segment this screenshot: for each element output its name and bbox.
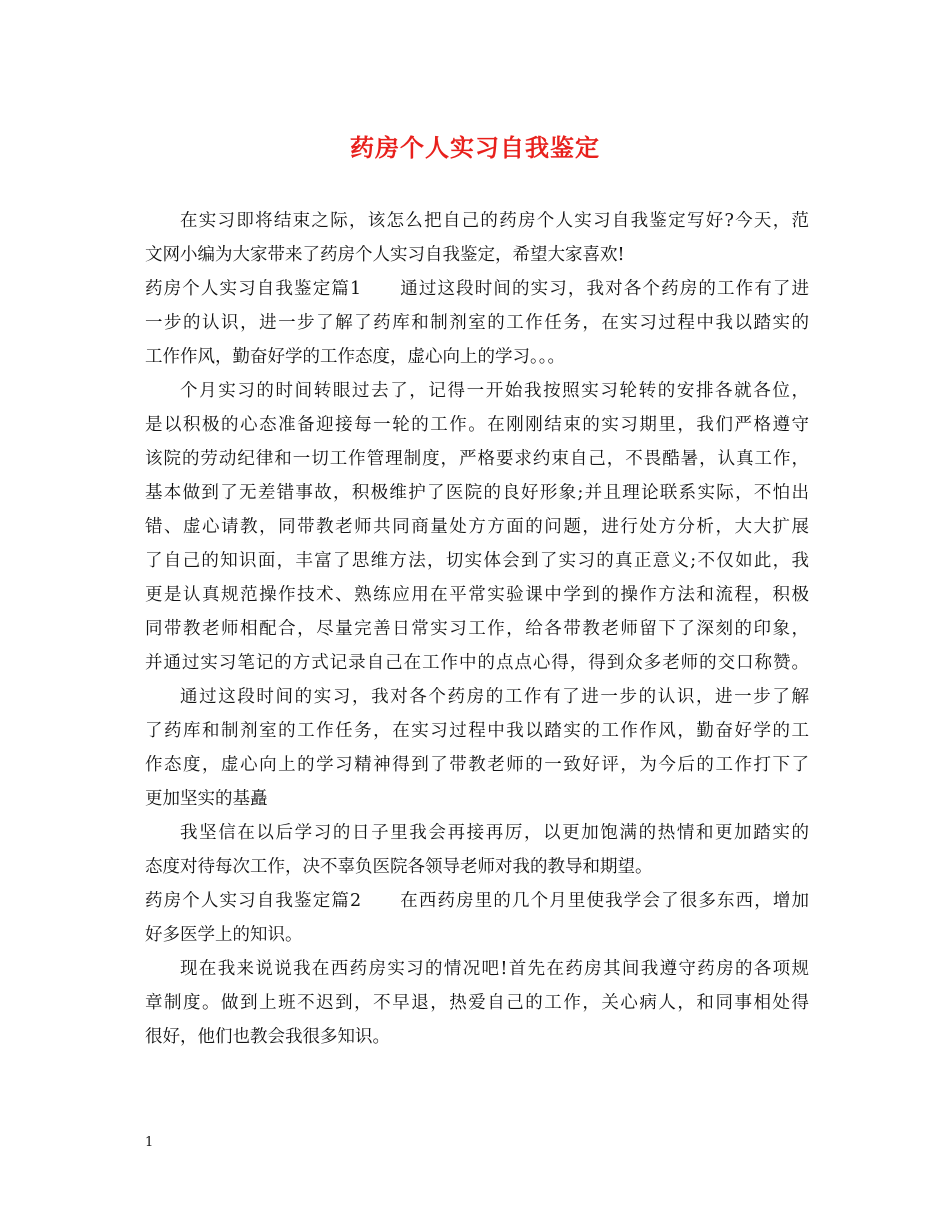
- section-heading: 药房个人实习自我鉴定篇1: [145, 279, 362, 299]
- line-text: 章制度。做到上班不迟到，不早退，热爱自己的工作，关心病人，和同事相处得: [145, 993, 809, 1013]
- document-title: 药房个人实习自我鉴定: [350, 133, 600, 162]
- body-line: [145, 476, 809, 510]
- body-line: [145, 238, 809, 272]
- body-line: [145, 408, 809, 442]
- line-text: 基本做到了无差错事故，积极维护了医院的良好形象;并且理论联系实际，不怕出: [145, 483, 809, 503]
- line-text: 很好，他们也教会我很多知识。: [145, 1027, 390, 1047]
- line-text: 通过这段时间的实习，我对各个药房的工作有了进一步的认识，进一步了解: [180, 687, 809, 707]
- body-line: [145, 204, 809, 238]
- body-line: [145, 306, 809, 340]
- line-text: 个月实习的时间转眼过去了，记得一开始我按照实习轮转的安排各就各位，: [180, 381, 809, 401]
- line-text: 好多医学上的知识。: [145, 925, 303, 945]
- line-text: 该院的劳动纪律和一切工作管理制度，严格要求约束自己，不畏酷暑，认真工作，: [145, 449, 809, 469]
- body-line: [145, 1020, 809, 1054]
- section-heading: 药房个人实习自我鉴定篇2: [145, 891, 362, 911]
- body-line: [145, 986, 809, 1020]
- line-text: 态度对待每次工作，决不辜负医院各领导老师对我的教导和期望。: [145, 857, 653, 877]
- line-text: 并通过实习笔记的方式记录自己在工作中的点点心得，得到众多老师的交口称赞。: [145, 653, 809, 673]
- body-line: [145, 374, 809, 408]
- body-line: [145, 918, 809, 952]
- body-line: [145, 544, 809, 578]
- document-body: [145, 204, 809, 1054]
- body-line: [145, 816, 809, 850]
- body-line: [145, 748, 809, 782]
- line-text: 错、虚心请教，同带教老师共同商量处方方面的问题，进行处方分析，大大扩展: [145, 517, 809, 537]
- body-line: [145, 714, 809, 748]
- body-line: [145, 510, 809, 544]
- body-line: [145, 442, 809, 476]
- body-line: [145, 646, 809, 680]
- body-line: [145, 578, 809, 612]
- line-text: 作态度，虚心向上的学习精神得到了带教老师的一致好评，为今后的工作打下了: [145, 755, 809, 775]
- body-line: [145, 782, 809, 816]
- line-text: 在实习即将结束之际，该怎么把自己的药房个人实习自我鉴定写好?今天，范: [180, 211, 809, 231]
- line-text: 更加坚实的基矗: [145, 789, 268, 809]
- line-text: 一步的认识，进一步了解了药库和制剂室的工作任务，在实习过程中我以踏实的: [145, 313, 809, 333]
- body-line: [145, 850, 809, 884]
- line-text: 同带教老师相配合，尽量完善日常实习工作，给各带教老师留下了深刻的印象，: [145, 619, 809, 639]
- line-text: 在西药房里的几个月里使我学会了很多东西，增加: [399, 891, 809, 911]
- line-text: 更是认真规范操作技术、熟练应用在平常实验课中学到的操作方法和流程，积极: [145, 585, 809, 605]
- line-text: 了药库和制剂室的工作任务，在实习过程中我以踏实的工作作风，勤奋好学的工: [145, 721, 809, 741]
- line-text: 通过这段时间的实习，我对各个药房的工作有了进: [399, 279, 809, 299]
- body-line: [145, 952, 809, 986]
- line-text: 工作作风，勤奋好学的工作态度，虚心向上的学习。。。: [145, 347, 565, 367]
- line-text: 文网小编为大家带来了药房个人实习自我鉴定，希望大家喜欢!: [145, 245, 625, 265]
- line-text: 是以积极的心态准备迎接每一轮的工作。在刚刚结束的实习期里，我们严格遵守: [145, 415, 809, 435]
- section-heading-line: [145, 272, 809, 306]
- line-text: 我坚信在以后学习的日子里我会再接再厉，以更加饱满的热情和更加踏实的: [180, 823, 809, 843]
- body-line: [145, 340, 809, 374]
- line-text: 了自己的知识面，丰富了思维方法，切实体会到了实习的真正意义;不仅如此，我: [145, 551, 809, 571]
- body-line: [145, 612, 809, 646]
- body-line: [145, 680, 809, 714]
- line-text: 现在我来说说我在西药房实习的情况吧!首先在药房其间我遵守药房的各项规: [180, 959, 809, 979]
- page-number: 1: [145, 1135, 154, 1150]
- section-heading-line: [145, 884, 809, 918]
